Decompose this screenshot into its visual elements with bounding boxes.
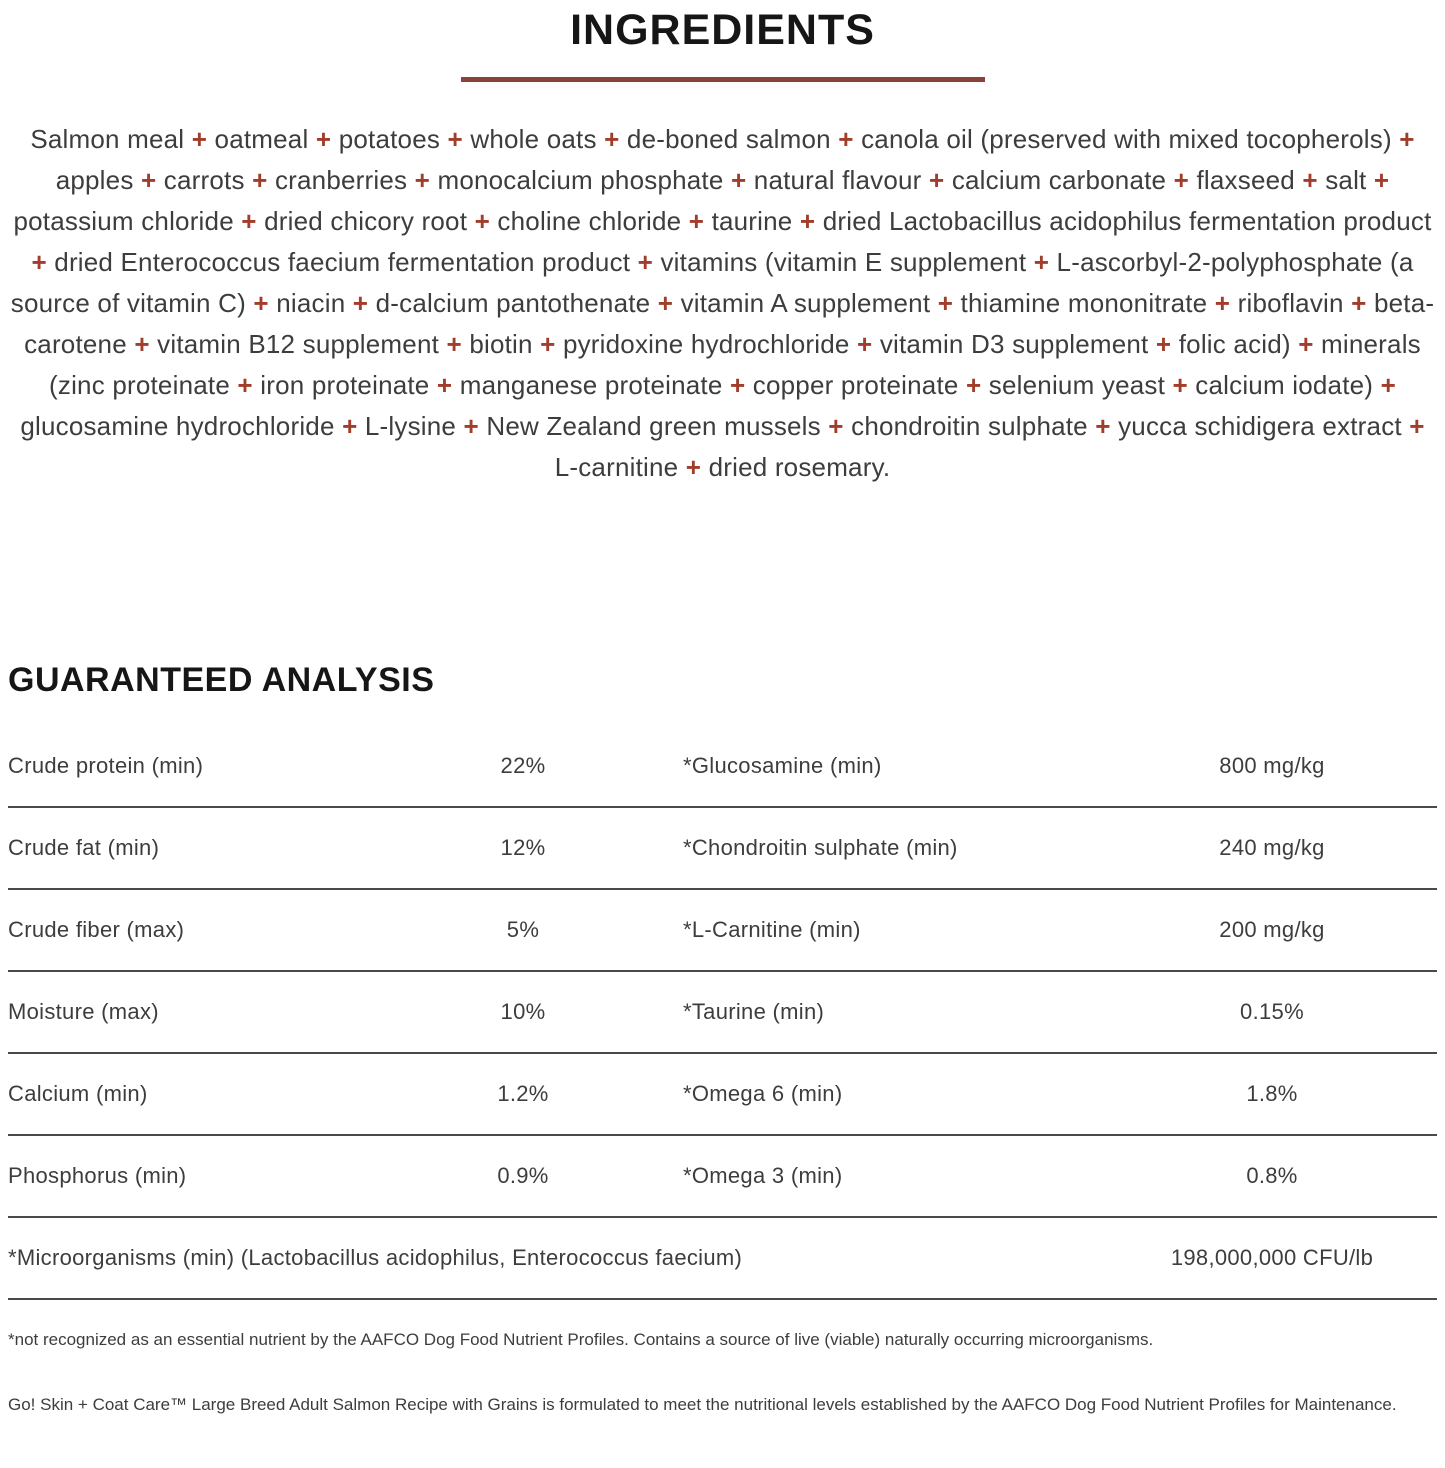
ingredient-separator: + xyxy=(1298,329,1314,359)
ingredient-item: choline chloride xyxy=(497,206,682,236)
ingredient-separator: + xyxy=(1373,165,1390,195)
ingredient-item: folic acid) xyxy=(1178,329,1291,359)
ingredient-item: dried rosemary. xyxy=(708,452,891,482)
ingredient-separator: + xyxy=(463,411,479,441)
ingredient-separator: + xyxy=(1214,288,1231,318)
ingredient-item: minerals (zinc proteinate xyxy=(49,329,1421,400)
analysis-cell-right xyxy=(683,999,1437,1025)
nutrient-value: 1.2% xyxy=(497,1081,549,1106)
ingredient-item: calcium carbonate xyxy=(951,165,1167,195)
ingredient-separator: + xyxy=(1095,411,1111,441)
analysis-cell-left xyxy=(8,753,618,779)
title-underline-rule xyxy=(461,77,985,82)
ingredient-item: vitamins (vitamin E supplement xyxy=(660,247,1027,277)
ingredient-separator: + xyxy=(252,165,268,195)
ingredient-item: apples xyxy=(55,165,134,195)
ingredient-separator: + xyxy=(828,411,844,441)
ingredient-item: L-ascorbyl-2-polyphosphate (a source of vitamin C) xyxy=(10,247,1414,318)
nutrient-name: Crude protein (min) xyxy=(8,753,204,778)
ingredient-item: iron proteinate xyxy=(260,370,430,400)
ingredients-title: INGREDIENTS xyxy=(570,6,875,54)
ingredient-separator: + xyxy=(928,165,945,195)
nutrient-value: 198,000,000 CFU/lb xyxy=(1170,1245,1374,1270)
ingredients-paragraph xyxy=(8,119,1437,488)
ingredient-item: oatmeal xyxy=(214,124,309,154)
ingredient-item: selenium yeast xyxy=(988,370,1166,400)
ingredient-separator: + xyxy=(857,329,873,359)
nutrient-value: 200 mg/kg xyxy=(1219,917,1325,942)
nutrient-name: Calcium (min) xyxy=(8,1081,148,1106)
ingredient-item: dried Lactobacillus acidophilus fermentation product xyxy=(822,206,1432,236)
ingredient-separator: + xyxy=(1351,288,1367,318)
ingredient-item: potassium chloride xyxy=(13,206,234,236)
nutrient-value: 22% xyxy=(500,753,546,778)
ingredient-item: carrots xyxy=(163,165,245,195)
ingredient-item: manganese proteinate xyxy=(459,370,723,400)
analysis-cell-right xyxy=(683,835,1437,861)
ingredient-separator: + xyxy=(799,206,816,236)
nutrient-name: *Microorganisms (min) (Lactobacillus acidophilus, Enterococcus faecium) xyxy=(8,1245,743,1270)
ingredient-separator: + xyxy=(838,124,854,154)
ingredient-item: vitamin D3 supplement xyxy=(879,329,1149,359)
ingredient-separator: + xyxy=(342,411,358,441)
ingredient-item: vitamin B12 supplement xyxy=(157,329,440,359)
ingredient-item: calcium iodate) xyxy=(1195,370,1374,400)
ingredient-item: taurine xyxy=(711,206,793,236)
ingredient-separator: + xyxy=(1173,165,1190,195)
ingredient-item: pyridoxine hydrochloride xyxy=(562,329,850,359)
ingredient-separator: + xyxy=(237,370,253,400)
ingredient-item: whole oats xyxy=(470,124,597,154)
analysis-table-row xyxy=(8,726,1437,808)
guaranteed-analysis-table xyxy=(8,726,1437,1300)
ingredient-separator: + xyxy=(729,370,746,400)
nutrient-value: 0.15% xyxy=(1240,999,1304,1024)
ingredient-separator: + xyxy=(657,288,674,318)
ingredient-separator: + xyxy=(31,247,47,277)
ingredient-separator: + xyxy=(191,124,208,154)
ingredient-item: niacin xyxy=(276,288,346,318)
analysis-table-row xyxy=(8,972,1437,1054)
ingredient-separator: + xyxy=(134,329,150,359)
guaranteed-analysis-title: GUARANTEED ANALYSIS xyxy=(8,661,435,699)
nutrient-value: 5% xyxy=(506,917,540,942)
ingredient-separator: + xyxy=(688,206,705,236)
ingredient-separator: + xyxy=(1172,370,1188,400)
ingredient-item: copper proteinate xyxy=(752,370,959,400)
nutrient-value: 800 mg/kg xyxy=(1219,753,1325,778)
ingredient-separator: + xyxy=(540,329,556,359)
analysis-cell-left xyxy=(8,1081,618,1107)
analysis-table-row xyxy=(8,1136,1437,1218)
ingredient-separator: + xyxy=(447,124,463,154)
nutrient-name: *Omega 6 (min) xyxy=(683,1081,843,1106)
ingredient-separator: + xyxy=(414,165,431,195)
ingredient-item: chondroitin sulphate xyxy=(851,411,1088,441)
ingredient-item: dried Enterococcus faecium fermentation product xyxy=(54,247,631,277)
ingredient-separator: + xyxy=(253,288,269,318)
ingredient-item: salt xyxy=(1325,165,1367,195)
nutrient-name: Crude fiber (max) xyxy=(8,917,185,942)
ingredient-item: Salmon meal xyxy=(30,124,185,154)
ingredient-separator: + xyxy=(474,206,490,236)
ingredient-separator: + xyxy=(637,247,654,277)
ingredient-separator: + xyxy=(1033,247,1050,277)
ingredient-separator: + xyxy=(1302,165,1318,195)
ingredient-item: biotin xyxy=(469,329,533,359)
analysis-table-row xyxy=(8,1054,1437,1136)
nutrient-name: *Glucosamine (min) xyxy=(683,753,882,778)
analysis-table-row-full xyxy=(8,1218,1437,1300)
ingredient-item: glucosamine hydrochloride xyxy=(20,411,335,441)
ingredient-item: dried chicory root xyxy=(264,206,468,236)
ingredient-separator: + xyxy=(937,288,954,318)
analysis-cell-left xyxy=(8,1163,618,1189)
ingredient-item: New Zealand green mussels xyxy=(486,411,821,441)
ingredient-separator: + xyxy=(315,124,332,154)
analysis-table-row xyxy=(8,808,1437,890)
ingredient-item: natural flavour xyxy=(753,165,922,195)
nutrient-name: Crude fat (min) xyxy=(8,835,160,860)
ingredient-separator: + xyxy=(352,288,369,318)
ingredient-separator: + xyxy=(1155,329,1172,359)
nutrient-name: *Omega 3 (min) xyxy=(683,1163,843,1188)
ingredient-item: potatoes xyxy=(338,124,441,154)
nutrient-value: 240 mg/kg xyxy=(1219,835,1325,860)
ingredient-separator: + xyxy=(1399,124,1415,154)
nutrient-value: 0.9% xyxy=(497,1163,549,1188)
analysis-table-row xyxy=(8,890,1437,972)
ingredient-item: vitamin A supplement xyxy=(680,288,931,318)
ingredient-item: L-carnitine xyxy=(554,452,679,482)
ingredient-item: L-lysine xyxy=(364,411,457,441)
ingredient-separator: + xyxy=(1409,411,1425,441)
nutrient-name: *Chondroitin sulphate (min) xyxy=(683,835,958,860)
nutrient-name: Moisture (max) xyxy=(8,999,159,1024)
ingredient-item: yucca schidigera extract xyxy=(1118,411,1402,441)
ingredient-separator: + xyxy=(685,452,702,482)
nutrient-value: 10% xyxy=(500,999,546,1024)
analysis-cell-left xyxy=(8,835,618,861)
ingredient-separator: + xyxy=(140,165,157,195)
ingredient-item: beta-carotene xyxy=(24,288,1435,359)
ingredient-separator: + xyxy=(965,370,982,400)
aafco-footnote: *not recognized as an essential nutrient by the AAFCO Dog Food Nutrient Profiles. Contains a source of live (viable) naturally occurring microorganisms. xyxy=(8,1330,1154,1349)
ingredient-separator: + xyxy=(1380,370,1396,400)
formulation-statement: Go! Skin + Coat Care™ Large Breed Adult Salmon Recipe with Grains is formulated to meet the nutritional levels established by the AAFCO Dog Food Nutrient Profiles for Maintenance. xyxy=(8,1395,1397,1414)
analysis-cell-right xyxy=(683,917,1437,943)
ingredient-item: cranberries xyxy=(274,165,408,195)
ingredient-item: canola oil (preserved with mixed tocopherols) xyxy=(861,124,1392,154)
ingredient-item: de-boned salmon xyxy=(626,124,831,154)
analysis-cell-left xyxy=(8,917,618,943)
nutrient-name: Phosphorus (min) xyxy=(8,1163,187,1188)
nutrient-value: 1.8% xyxy=(1246,1081,1298,1106)
ingredient-item: monocalcium phosphate xyxy=(437,165,724,195)
ingredient-separator: + xyxy=(436,370,453,400)
nutrient-name: *Taurine (min) xyxy=(683,999,825,1024)
analysis-cell-left xyxy=(8,999,618,1025)
ingredient-separator: + xyxy=(604,124,620,154)
ingredient-item: riboflavin xyxy=(1237,288,1344,318)
analysis-cell-right xyxy=(683,1081,1437,1107)
ingredient-item: d-calcium pantothenate xyxy=(375,288,651,318)
ingredient-item: thiamine mononitrate xyxy=(960,288,1208,318)
analysis-cell-right xyxy=(683,1163,1437,1189)
ingredient-separator: + xyxy=(446,329,462,359)
analysis-cell-right xyxy=(683,753,1437,779)
nutrient-value: 12% xyxy=(500,835,546,860)
ingredient-separator: + xyxy=(241,206,257,236)
ingredient-item: flaxseed xyxy=(1196,165,1295,195)
ingredient-separator: + xyxy=(730,165,747,195)
nutrient-name: *L-Carnitine (min) xyxy=(683,917,861,942)
nutrient-value: 0.8% xyxy=(1246,1163,1298,1188)
